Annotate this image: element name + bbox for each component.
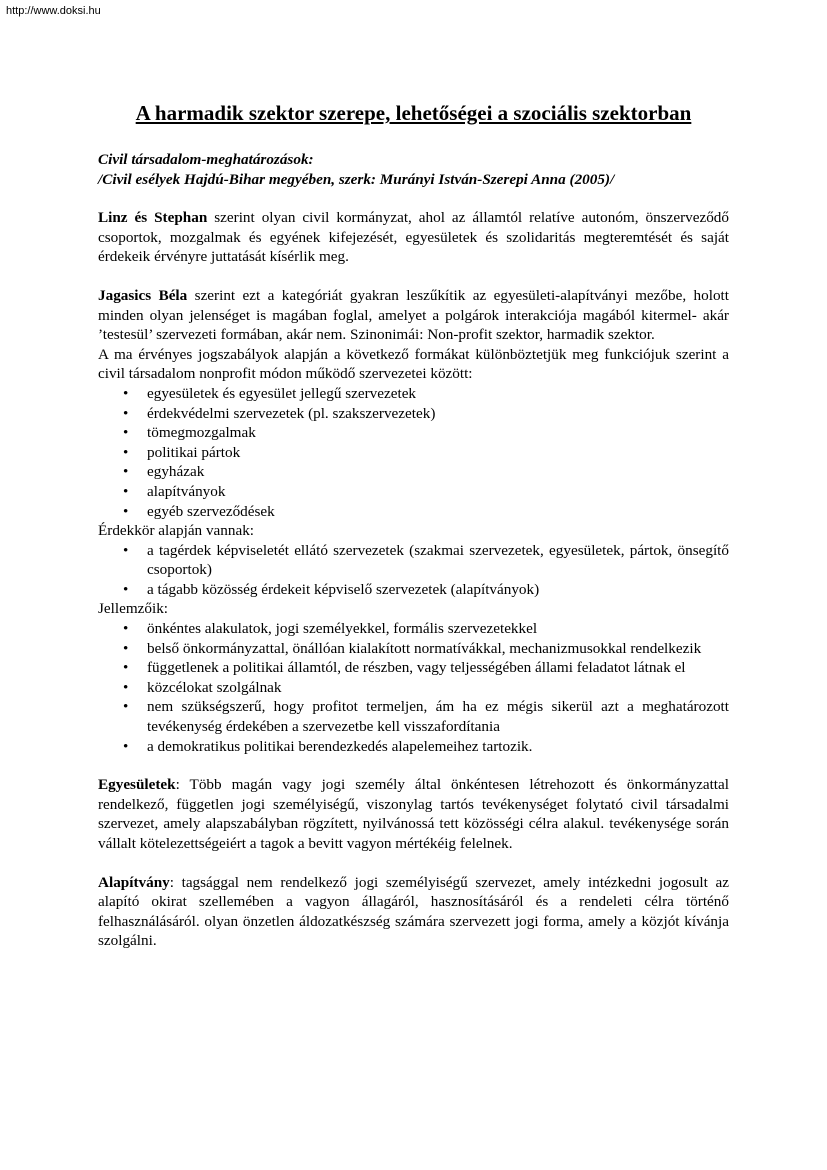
list-item: • önkéntes alakulatok, jogi személyekkel, formális szervezetekkel bbox=[98, 619, 729, 639]
label-interest: Érdekkör alapján vannak: bbox=[98, 522, 255, 540]
list-interest bbox=[98, 541, 729, 600]
term-jagasics: Jagasics Béla bbox=[98, 286, 188, 304]
list-item: • egyéb szerveződések bbox=[98, 502, 729, 522]
list-forms bbox=[98, 384, 729, 521]
paragraph-text: : Több magán vagy jogi személy által önkéntesen létrehozott és önkormányzattal rendelkező, független jogi személyiségű, viszonylag tartós tevékenységet folytató civil társadalmi szervezet, amely alapszabályban rögzített, nyilvánossá tett közösségi célra alakul. tevékenysége során vállalt kötelezettségeiért a tagok a bevitt vagyon mértékéig felelnek. bbox=[98, 776, 729, 852]
list-item: • egyházak bbox=[98, 462, 729, 482]
document-title: A harmadik szektor szerepe, lehetőségei a szociális szektorban bbox=[135, 101, 692, 125]
subheading-block bbox=[98, 150, 729, 189]
list-item: • belső önkormányzattal, önállóan kialakított normatívákkal, mechanizmusokkal rendelkezik bbox=[98, 639, 729, 659]
document-page bbox=[98, 100, 729, 951]
subheading-definitions: Civil társadalom-meghatározások: bbox=[98, 151, 314, 168]
term-alapitvany: Alapítvány bbox=[98, 873, 170, 891]
list-item: • tömegmozgalmak bbox=[98, 423, 729, 443]
list-traits bbox=[98, 619, 729, 756]
paragraph-jagasics bbox=[98, 286, 729, 345]
list-item: • a tagérdek képviseletét ellátó szervezetek (szakmai szervezetek, egyesületek, pártok, önsegítő csoportok) bbox=[98, 541, 729, 580]
list-item: • nem szükségszerű, hogy profitot termeljen, ám ha ez mégis sikerül azt a meghatározott tevékenység érdekében a szervezetbe kell visszafordítania bbox=[98, 697, 729, 736]
paragraph-linz-stephan bbox=[98, 208, 729, 267]
paragraph-text: : tagsággal nem rendelkező jogi személyiségű szervezet, amely intézkedni jogosult az alapító okirat szellemében a vagyon állagáról, hasznosításáról és a rendeleti célra történő felhasználásáról. olyan önzetlen áldozatkészség számára szervezett jogi forma, amely a közjót kívánja szolgálni. bbox=[98, 873, 729, 950]
list-item: • a tágabb közösség érdekeit képviselő szervezetek (alapítványok) bbox=[98, 580, 729, 600]
list-item: • alapítványok bbox=[98, 482, 729, 502]
list-item: • függetlenek a politikai államtól, de részben, vagy teljességében állami feladatot látnak el bbox=[98, 658, 729, 678]
paragraph-legal-forms: A ma érvényes jogszabályok alapján a következő formákat különböztetjük meg funkciójuk szerint a civil társadalom nonprofit módon működő szervezetei között: bbox=[98, 345, 729, 383]
term-egyesuletek: Egyesületek bbox=[98, 776, 176, 794]
subheading-source: /Civil esélyek Hajdú-Bihar megyében, szerk: Murányi István-Szerepi Anna (2005)/ bbox=[98, 170, 615, 188]
term-linz-stephan: Linz és Stephan bbox=[98, 209, 208, 227]
list-item: • a demokratikus politikai berendezkedés alapelemeihez tartozik. bbox=[98, 737, 729, 757]
paragraph-text: szerint olyan civil kormányzat, ahol az államtól relatíve autonóm, önszerveződő csoportok, mozgalmak és egyének kifejezését, egyesületek és szolidaritás megteremtését és saját érdekeik érvényre juttatását kísérlik meg. bbox=[98, 209, 729, 266]
list-item: • egyesületek és egyesület jellegű szervezetek bbox=[98, 384, 729, 404]
list-item: • érdekvédelmi szervezetek (pl. szakszervezetek) bbox=[98, 404, 729, 424]
paragraph-egyesuletek bbox=[98, 775, 729, 853]
source-url: http://www.doksi.hu bbox=[6, 5, 101, 17]
paragraph-alapitvany bbox=[98, 873, 729, 951]
list-item: • politikai pártok bbox=[98, 443, 729, 463]
paragraph-text: szerint ezt a kategóriát gyakran leszűkítik az egyesületi-alapítványi mezőbe, holott minden olyan jelenséget is magában foglal, amelyet a polgárok interakciója magából kitermel- akár ’testesül’ szervezeti formában, akár nem. Szinonimái: Non-profit szektor, harmadik szektor. bbox=[98, 286, 729, 344]
list-item: • közcélokat szolgálnak bbox=[98, 678, 729, 698]
label-traits: Jellemzőik: bbox=[98, 600, 169, 618]
